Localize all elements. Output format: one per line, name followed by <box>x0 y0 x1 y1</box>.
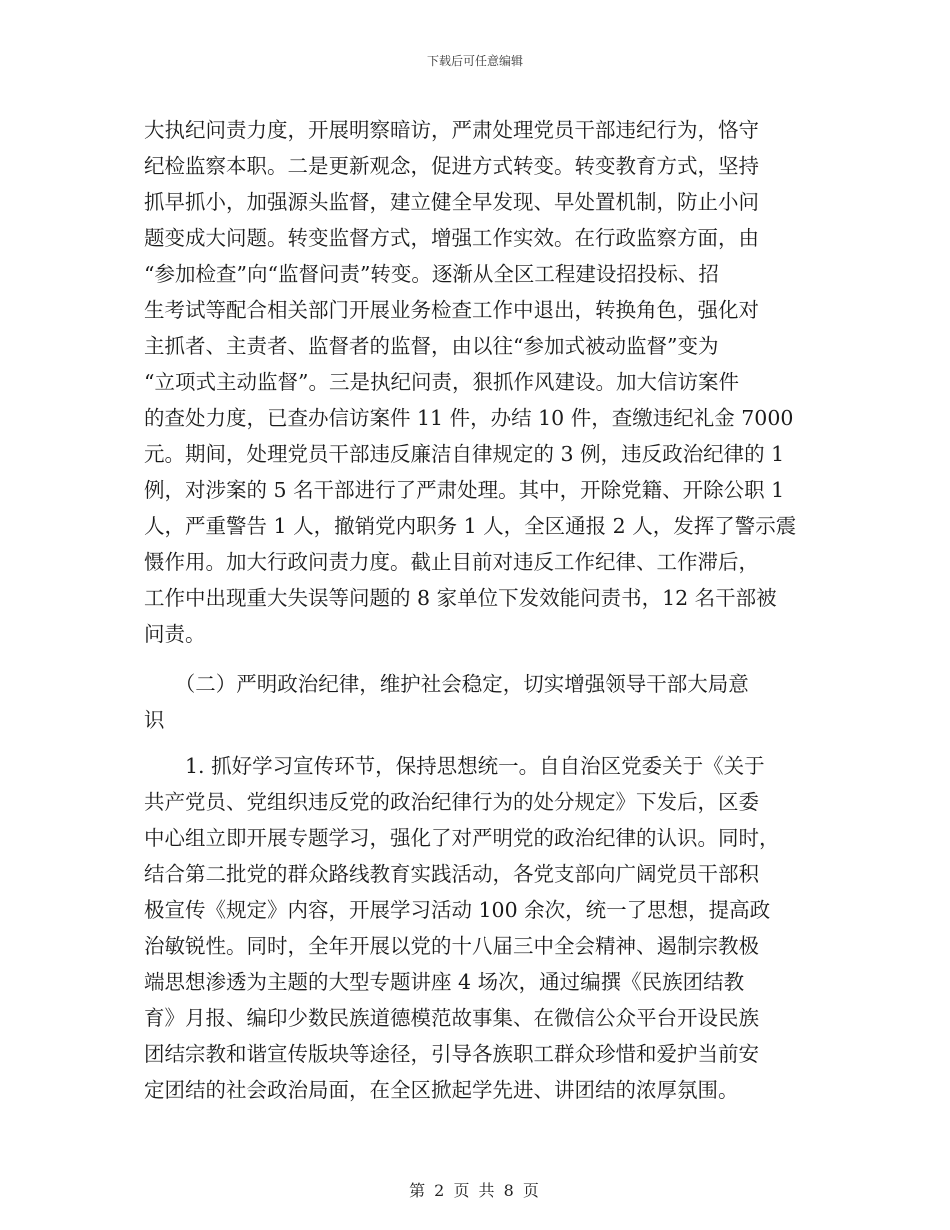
body-line: 育》月报、编印少数民族道德模范故事集、在微信公众平台开设民族 <box>144 1006 759 1030</box>
body-line: 定团结的社会政治局面，在全区掀起学先进、讲团结的浓厚氛围。 <box>144 1078 739 1102</box>
body-line: 治敏锐性。同时，全年开展以党的十八届三中全会精神、遏制宗教极 <box>144 934 759 958</box>
body-line: 结合第二批党的群众路线教育实践活动，各党支部向广阔党员干部积 <box>144 862 759 886</box>
body-line: 端思想渗透为主题的大型专题讲座 4 场次，通过编撰《民族团结教 <box>144 970 745 994</box>
body-line: 抓早抓小，加强源头监督，建立健全早发现、早处置机制，防止小问 <box>144 190 759 214</box>
body-line: 1. 抓好学习宣传环节，保持思想统一。自自治区党委关于《关于 <box>144 754 765 778</box>
body-line: “立项式主动监督”。三是执纪问责，狠抓作风建设。加大信访案件 <box>144 370 739 394</box>
body-line: 共产党员、党组织违反党的政治纪律行为的处分规定》下发后，区委 <box>144 790 759 814</box>
page-footer: 第 2 页 共 8 页 <box>409 1181 541 1200</box>
section-heading: （二）严明政治纪律，维护社会稳定，切实增强领导干部大局意 <box>144 672 749 696</box>
body-line: 中心组立即开展专题学习，强化了对严明党的政治纪律的认识。同时， <box>144 826 780 850</box>
body-line: “参加检查”向“监督问责”转变。逐渐从全区工程建设招投标、招 <box>144 262 719 286</box>
body-line: 例，对涉案的 5 名干部进行了严肃处理。其中，开除党籍、开除公职 1 <box>144 478 785 502</box>
section-heading: 识 <box>144 708 165 732</box>
body-line: 生考试等配合相关部门开展业务检查工作中退出，转换角色，强化对 <box>144 298 759 322</box>
body-line: 团结宗教和谐宣传版块等途径，引导各族职工群众珍惜和爱护当前安 <box>144 1042 759 1066</box>
body-line: 元。期间，处理党员干部违反廉洁自律规定的 3 例，违反政治纪律的 1 <box>144 442 785 466</box>
body-line: 题变成大问题。转变监督方式，增强工作实效。在行政监察方面，由 <box>144 226 759 250</box>
body-line: 主抓者、主责者、监督者的监督，由以往“参加式被动监督”变为 <box>144 334 719 358</box>
body-line: 纪检监察本职。二是更新观念，促进方式转变。转变教育方式，坚持 <box>144 154 759 178</box>
body-line: 的查处力度，已查办信访案件 11 件，办结 10 件，查缴违纪礼金 7000 <box>144 406 794 430</box>
body-line: 大执纪问责力度，开展明察暗访，严肃处理党员干部违纪行为，恪守 <box>144 118 759 142</box>
body-line: 问责。 <box>144 622 206 646</box>
page-header: 下载后可任意编辑 <box>426 54 523 68</box>
body-line: 人，严重警告 1 人，撤销党内职务 1 人，全区通报 2 人，发挥了警示震 <box>144 514 797 538</box>
body-line: 极宣传《规定》内容，开展学习活动 100 余次，统一了思想，提高政 <box>144 898 771 922</box>
body-line: 慑作用。加大行政问责力度。截止目前对违反工作纪律、工作滞后， <box>144 550 759 574</box>
body-line: 工作中出现重大失误等问题的 8 家单位下发效能问责书，12 名干部被 <box>144 586 777 610</box>
